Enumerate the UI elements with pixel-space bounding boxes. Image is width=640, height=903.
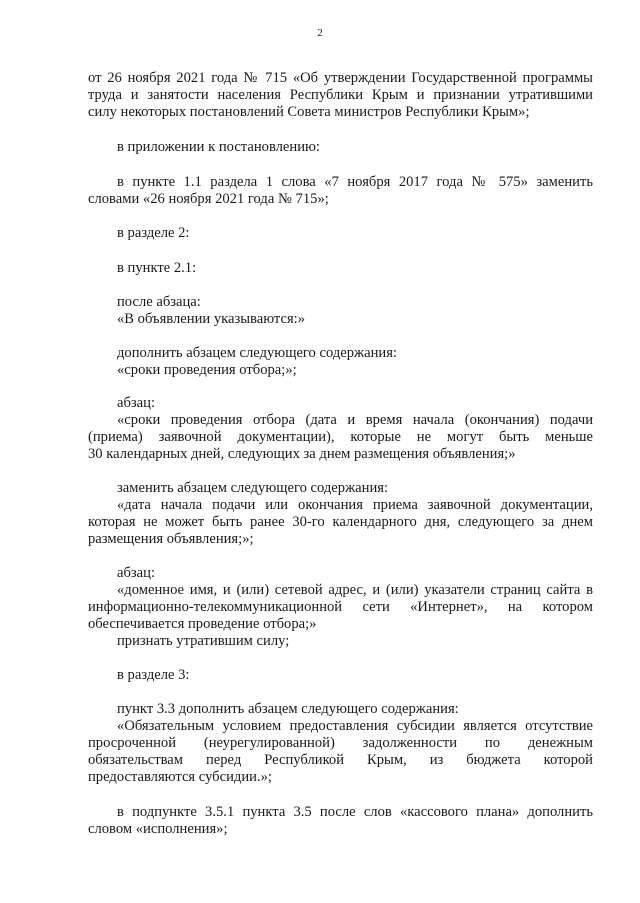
text-line: «дата начала подачи или окончания приема заявочной документации, xyxy=(117,497,593,513)
text-line: информационно-телекоммуникационной сети «Интернет», на котором xyxy=(88,599,593,615)
text-line: абзац: xyxy=(117,395,156,411)
text-line: дополнить абзацем следующего содержания: xyxy=(117,345,397,361)
text-line: труда и занятости населения Республики Крым и признании утратившими xyxy=(88,87,593,103)
text-line: «доменное имя, и (или) сетевой адрес, и (или) указатели страниц сайта в xyxy=(117,582,593,598)
text-line: 30 календарных дней, следующих за днем размещения объявления;» xyxy=(88,446,516,462)
text-line: в приложении к постановлению: xyxy=(117,139,320,155)
text-line: абзац: xyxy=(117,565,156,581)
text-line: словами «26 ноября 2021 года № 715»; xyxy=(88,191,329,207)
text-line: «сроки проведения отбора;»; xyxy=(117,362,297,378)
text-line: в разделе 2: xyxy=(117,225,190,241)
text-line: признать утратившим силу; xyxy=(117,633,290,649)
text-line: (приема) заявочной документации), которые не могут быть меньше xyxy=(88,429,593,445)
text-line: обеспечивается проведение отбора;» xyxy=(88,616,317,632)
text-line: «сроки проведения отбора (дата и время начала (окончания) подачи xyxy=(117,412,593,428)
page-number: 2 xyxy=(317,27,323,39)
text-line: от 26 ноября 2021 года № 715 «Об утверждении Государственной программы xyxy=(88,70,593,86)
text-line: «В объявлении указываются:» xyxy=(117,311,306,327)
text-line: размещения объявления;»; xyxy=(88,531,254,547)
text-line: пункт 3.3 дополнить абзацем следующего содержания: xyxy=(117,701,459,717)
text-line: предоставляются субсидии.»; xyxy=(88,769,272,785)
text-line: в подпункте 3.5.1 пункта 3.5 после слов «кассового плана» дополнить xyxy=(117,804,593,820)
text-line: словом «исполнения»; xyxy=(88,821,228,837)
text-line: силу некоторых постановлений Совета министров Республики Крым»; xyxy=(88,104,530,120)
text-line: в пункте 2.1: xyxy=(117,260,197,276)
text-line: в разделе 3: xyxy=(117,667,190,683)
text-line: заменить абзацем следующего содержания: xyxy=(117,480,389,496)
text-line: обязательствам перед Республикой Крым, из бюджета которой xyxy=(88,752,593,768)
text-line: просроченной (неурегулированной) задолженности по денежным xyxy=(88,735,593,751)
text-line: после абзаца: xyxy=(117,294,201,310)
text-line: которая не может быть ранее 30-го календарного дня, следующего за днем xyxy=(88,514,593,530)
text-line: в пункте 1.1 раздела 1 слова «7 ноября 2017 года № 575» заменить xyxy=(117,174,593,190)
text-line: «Обязательным условием предоставления субсидии является отсутствие xyxy=(117,718,593,734)
